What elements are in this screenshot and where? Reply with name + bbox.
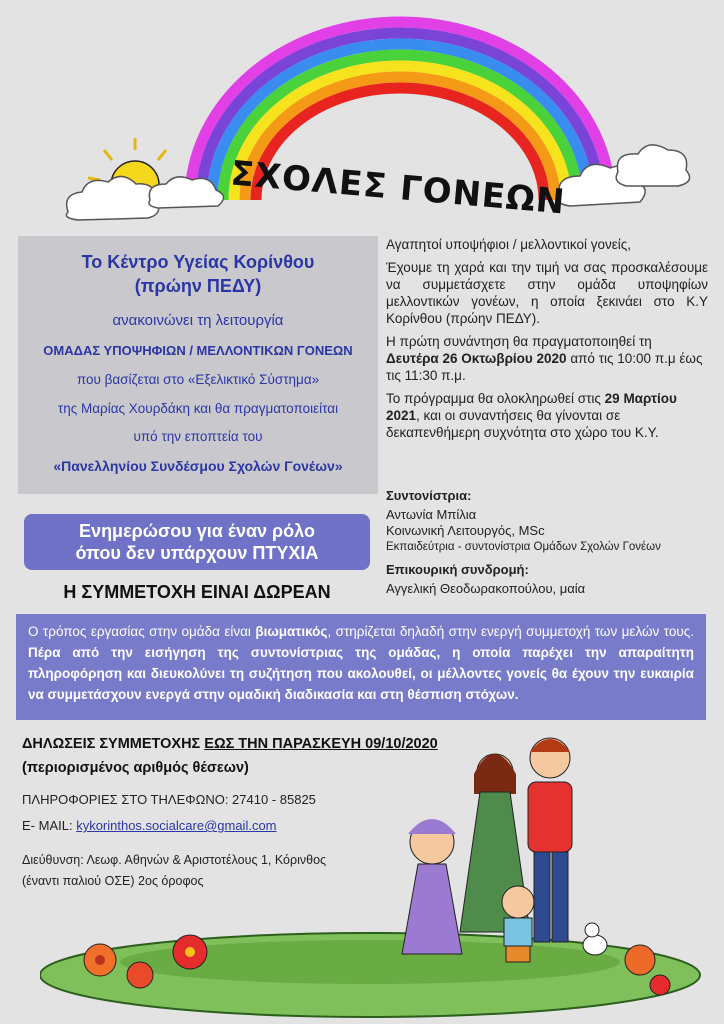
email-link[interactable]: kykorinthos.socialcare@gmail.com [76, 818, 277, 833]
father-figure [528, 738, 572, 942]
coordinator-name: Αντωνία Μπίλια [386, 507, 477, 522]
first-meeting: Η πρώτη συνάντηση θα πραγματοποιηθεί τη Δευτέρα 26 Οκτωβρίου 2020 από τις 10:00 π.μ έως τις 11:30 π.μ. [386, 334, 703, 383]
announces-text: ανακοινώνει τη λειτουργία [112, 312, 284, 329]
intro-text [386, 236, 708, 447]
coordinator-role: Κοινωνική Λειτουργός, MSc [386, 523, 545, 538]
boy-figure [502, 886, 534, 962]
supervision-text: υπό την εποπτεία του [133, 429, 263, 444]
work-method-box: Ο τρόπος εργασίας στην ομάδα είναι βιωματικός, στηρίζεται δηλαδή στην ενεργή συμμετοχή των μελών τους. Πέρα από την εισήγηση της συντονίστριας της ομάδας, η οποία παρέχει την απαραίτητη πληροφόρηση και διευκολύνει τη συζήτηση που ακολουθεί, οι μέλλοντες γονείς θα έχουν την ευκαιρία να συμμετάσχουν ενεργά στην ομαδική διαδικασία και στη θέσπιση στόχων. [16, 614, 706, 720]
federation-name: «Πανελληνίου Συνδέσμου Σχολών Γονέων» [53, 458, 343, 474]
announcement-box [18, 236, 378, 494]
first-meeting-date: Δευτέρα 26 Οκτωβρίου 2020 [386, 351, 567, 366]
registration-deadline: ΔΗΛΩΣΕΙΣ ΣΥΜΜΕΤΟΧΗΣ ΕΩΣ ΤΗΝ ΠΑΡΑΣΚΕΥΗ 09/10/2020 [22, 736, 438, 752]
info-pill-line1: Ενημερώσου για έναν ρόλο [79, 521, 315, 541]
work-method-keyword: βιωματικός [255, 624, 328, 639]
deadline-date: ΕΩΣ ΤΗΝ ΠΑΡΑΣΚΕΥΗ 09/10/2020 [204, 736, 438, 752]
assistant-label: Επικουρική συνδρομή: [386, 562, 529, 577]
free-participation: Η ΣΥΜΜΕΤΟΧΗ ΕΙΝΑΙ ΔΩΡΕΑΝ [63, 582, 331, 602]
coordinator-role2: Εκπαιδεύτρια - συντονίστρια Ομάδων Σχολών Γονέων [386, 541, 661, 553]
coordinator-block [386, 488, 716, 597]
coordinator-label: Συντονίστρια: [386, 488, 472, 503]
info-pill [24, 514, 370, 570]
based-on-text: που βασίζεται στο «Εξελικτικό Σύστημα» [76, 372, 320, 387]
address-line1: Διεύθυνση: Λεωφ. Αθηνών & Αριστοτέλους 1, Κόρινθος [22, 853, 327, 867]
cat-icon [583, 923, 607, 955]
author-line: της Μαρίας Χουρδάκη και θα πραγματοποιείται [57, 401, 339, 416]
phone-info: ΠΛΗΡΟΦΟΡΙΕΣ ΣΤΟ ΤΗΛΕΦΩΝΟ: 27410 - 85825 [22, 792, 316, 807]
group-name: ΟΜΑΔΑΣ ΥΠΟΨΗΦΙΩΝ / ΜΕΛΛΟΝΤΙΚΩΝ ΓΟΝΕΩΝ [43, 343, 353, 358]
email-info: E- MAIL: kykorinthos.socialcare@gmail.com [22, 818, 277, 833]
page-title: ΣΧΟΛΕΣ ΓΟΝΕΩΝ [229, 153, 567, 223]
greeting: Αγαπητοί υποψήφιοι / μελλοντικοί γονείς, [386, 237, 632, 252]
info-pill-line2: όπου δεν υπάρχουν ΠΤΥΧΙΑ [75, 543, 319, 563]
limited-seats: (περιορισμένος αριθμός θέσεων) [22, 760, 249, 776]
center-name: Το Κέντρο Υγείας Κορίνθου [81, 252, 315, 272]
address-line2: (έναντι παλιού ΟΣΕ) 2ος όροφος [22, 874, 204, 888]
work-method-details: Πέρα από την εισήγηση της συντονίστριας της ομάδας, η οποία παρέχει την απαραίτητη πληροφόρηση και διευκολύνει τη συζήτηση που ακολουθεί, οι μέλλοντες γονείς θα έχουν την ευκαιρία να συμμετάσχουν ενεργά στην ομαδική διαδικασία και στη θέσπιση στόχων. [28, 645, 694, 702]
invite-text: Έχουμε τη χαρά και την τιμή να σας προσκαλέσουμε να συμμετάσχετε στην ομάδα υποψηφίων μελλοντικών γονέων, η οποία ξεκινάει στο Κ.Υ Κορίνθου (πρώην ΠΕΔΥ). [386, 260, 708, 326]
center-subtitle: (πρώην ΠΕΔΥ) [134, 276, 262, 296]
assistant-name: Αγγελική Θεοδωρακοπούλου, μαία [386, 581, 586, 596]
program-end-date: 29 Μαρτίου 2021 [386, 391, 677, 423]
girl-figure [402, 819, 462, 954]
program-text: Το πρόγραμμα θα ολοκληρωθεί στις 29 Μαρτίου 2021, και οι συναντήσεις θα γίνονται σε δεκαπενθήμερη συχνότητα στο χώρο του Κ.Υ. [386, 391, 677, 440]
cloud-icon [616, 145, 689, 186]
